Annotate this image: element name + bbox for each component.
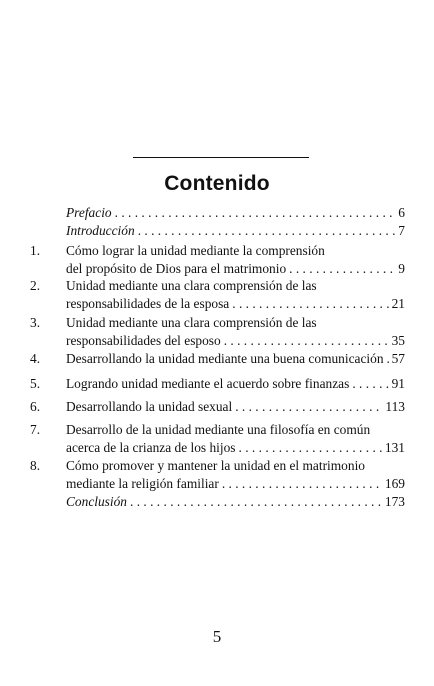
page-number: 5 bbox=[212, 627, 222, 646]
toc-entry-page: 169 bbox=[384, 476, 405, 491]
toc-entry-title: del propósito de Dios para el matrimonio bbox=[66, 261, 287, 276]
page-title: Contenido bbox=[164, 172, 270, 195]
toc-entry-page: 35 bbox=[391, 333, 405, 348]
toc-entry-page: 7 bbox=[398, 223, 405, 238]
toc-entry-title: Cómo promover y mantener la unidad en el matrimonio bbox=[66, 458, 365, 473]
toc-entry-number: 5. bbox=[30, 376, 41, 391]
toc-entry-line bbox=[66, 375, 405, 393]
toc-entry-line bbox=[66, 314, 405, 332]
toc-entry-line bbox=[66, 295, 405, 313]
toc-entry-line bbox=[66, 493, 405, 511]
toc-entry-page: 21 bbox=[391, 296, 405, 311]
toc-entry-line bbox=[66, 421, 405, 439]
dot-leader bbox=[289, 260, 395, 278]
toc-entry-title: Desarrollo de la unidad mediante una filosofía en común bbox=[66, 422, 371, 437]
toc-entry-line bbox=[66, 222, 405, 240]
toc-entry-page: 173 bbox=[384, 494, 405, 509]
toc-entry-title: Unidad mediante una clara comprensión de las bbox=[66, 278, 317, 293]
toc-entry-line bbox=[66, 242, 405, 260]
toc-entry-number: 7. bbox=[30, 422, 41, 437]
dot-leader bbox=[130, 493, 382, 511]
toc-entry-page: 9 bbox=[398, 261, 405, 276]
dot-leader bbox=[387, 350, 389, 368]
toc-entry-title: Introducción bbox=[66, 223, 135, 238]
toc-entry-number: 8. bbox=[30, 458, 41, 473]
toc-entry-title: Desarrollando la unidad sexual bbox=[66, 399, 233, 414]
dot-leader bbox=[235, 398, 382, 416]
dot-leader bbox=[232, 295, 388, 313]
toc-entry-line bbox=[66, 277, 405, 295]
toc-entry-line bbox=[66, 457, 405, 475]
toc-entry-title: Cómo lograr la unidad mediante la comprensión bbox=[66, 243, 325, 258]
toc-entry-line bbox=[66, 204, 405, 222]
title-rule bbox=[133, 157, 309, 158]
dot-leader bbox=[352, 375, 388, 393]
toc-entry-page: 131 bbox=[384, 440, 405, 455]
toc-entry-page: 57 bbox=[391, 351, 405, 366]
toc-entry-title: responsabilidades de la esposa bbox=[66, 296, 230, 311]
toc-entry-title: Logrando unidad mediante el acuerdo sobre finanzas bbox=[66, 376, 350, 391]
toc-entry-title: Unidad mediante una clara comprensión de las bbox=[66, 315, 317, 330]
toc-entry-title: Conclusión bbox=[66, 494, 128, 509]
toc-entry-title: mediante la religión familiar bbox=[66, 476, 219, 491]
toc-entry-page: 91 bbox=[391, 376, 405, 391]
toc-entry-title: responsabilidades del esposo bbox=[66, 333, 221, 348]
dot-leader bbox=[115, 204, 396, 222]
toc-entry-number: 3. bbox=[30, 315, 41, 330]
toc-entry-page: 6 bbox=[398, 205, 405, 220]
toc-entry-line bbox=[66, 350, 405, 368]
toc-entry-line bbox=[66, 439, 405, 457]
toc-entry-title: Prefacio bbox=[66, 205, 112, 220]
toc-entry-line bbox=[66, 260, 405, 278]
dot-leader bbox=[224, 332, 389, 350]
toc-entry-number: 2. bbox=[30, 278, 41, 293]
toc-entry-number: 1. bbox=[30, 243, 41, 258]
toc-entry-number: 6. bbox=[30, 399, 41, 414]
toc-entry-page: 113 bbox=[385, 399, 405, 414]
toc-entry-title: acerca de la crianza de los hijos bbox=[66, 440, 236, 455]
dot-leader bbox=[239, 439, 382, 457]
dot-leader bbox=[138, 222, 396, 240]
toc-entry-line bbox=[66, 398, 405, 416]
toc-entry-number: 4. bbox=[30, 351, 41, 366]
toc-entry-title: Desarrollando la unidad mediante una buena comunicación bbox=[66, 351, 384, 366]
toc-entry-line bbox=[66, 332, 405, 350]
toc-entry-line bbox=[66, 475, 405, 493]
dot-leader bbox=[222, 475, 382, 493]
